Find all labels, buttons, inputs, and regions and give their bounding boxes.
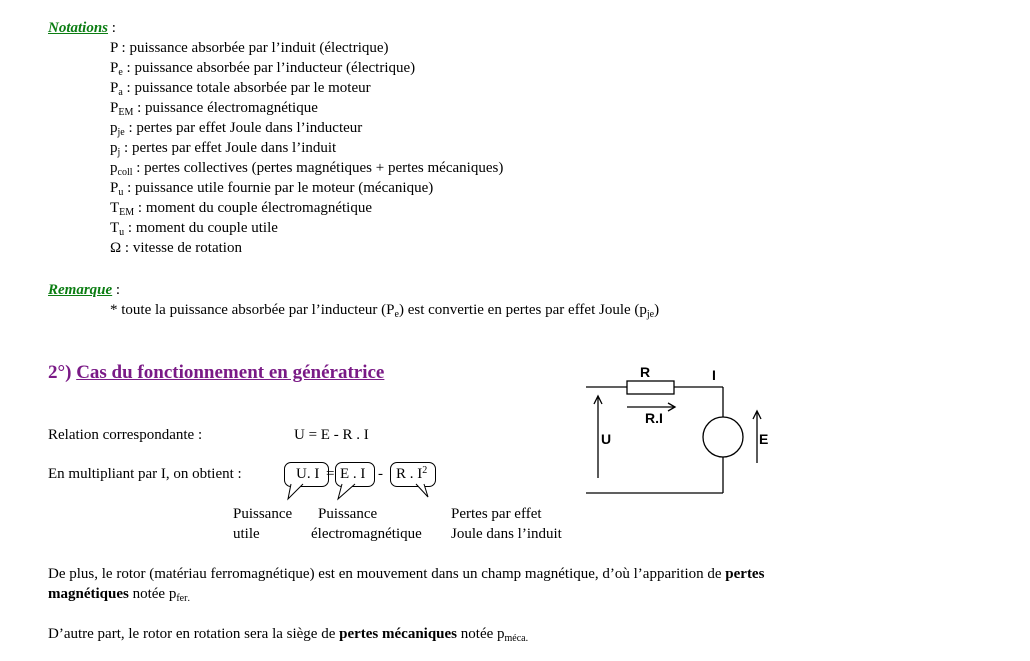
- notation-symbol: T: [110, 220, 120, 236]
- paragraph2-text: D’autre part, le rotor en rotation sera la siège de: [48, 626, 340, 642]
- voltage-label: U: [601, 431, 612, 447]
- notation-subscript: a: [118, 87, 123, 98]
- remarque-colon: :: [112, 282, 121, 298]
- paragraph2-after: notée p: [457, 626, 505, 642]
- notation-description: : pertes par effet Joule dans l’inducteur: [124, 120, 363, 136]
- caption-2-line2: électromagnétique: [311, 526, 422, 542]
- paragraph2: [48, 626, 528, 643]
- notation-symbol: P: [110, 100, 119, 116]
- paragraph1-after: notée p: [128, 586, 177, 602]
- term-minus: -: [378, 466, 383, 482]
- remarque-text-middle: ) est convertie en pertes par effet Joule (p: [398, 302, 647, 318]
- notation-description: : moment du couple utile: [124, 220, 278, 236]
- paragraph1-sub-fer: fer: [176, 593, 188, 604]
- paragraph2-bold: pertes mécaniques: [339, 626, 458, 642]
- paragraph2-end: .: [525, 633, 529, 644]
- resistor-symbol: [627, 381, 674, 394]
- notation-symbol: p: [110, 140, 118, 156]
- notation-symbol: T: [110, 200, 120, 216]
- paragraph1-text: De plus, le rotor (matériau ferromagnétique) est en mouvement dans un champ magnétique, d’où l’apparition de: [48, 566, 726, 582]
- relation-label: Relation correspondante :: [48, 427, 203, 443]
- notation-symbol: P: [110, 60, 119, 76]
- section-number: 2°): [48, 362, 77, 383]
- notation-subscript: EM: [119, 207, 135, 218]
- notation-description: : puissance électromagnétique: [133, 100, 318, 116]
- paragraph1-bold-magnetiques: magnétiques: [48, 586, 129, 602]
- notation-subscript: u: [119, 227, 125, 238]
- notation-description: : moment du couple électromagnétique: [134, 200, 373, 216]
- notation-subscript: je: [117, 127, 125, 138]
- notation-subscript: EM: [118, 107, 134, 118]
- remarque-text-after: ): [654, 302, 660, 318]
- notations-heading: Notations: [48, 20, 109, 36]
- remarque-heading: Remarque: [48, 282, 113, 298]
- notation-description: : puissance totale absorbée par le moteur: [122, 80, 371, 96]
- notation-subscript: coll: [117, 167, 133, 178]
- notation-description: : vitesse de rotation: [121, 240, 242, 256]
- caption-1-line1: Puissance: [233, 506, 293, 522]
- paragraph2-sub-meca: méca: [504, 633, 526, 644]
- notation-symbol: p: [110, 160, 118, 176]
- notation-symbol: P: [110, 40, 118, 56]
- term-ei: E . I: [340, 466, 366, 482]
- notation-description: : pertes par effet Joule dans l’induit: [120, 140, 337, 156]
- source-symbol: [703, 417, 743, 457]
- notation-subscript: e: [118, 67, 123, 78]
- caption-3-line2: Joule dans l’induit: [451, 526, 562, 542]
- paragraph1-line1: [48, 566, 764, 583]
- notation-description: : puissance absorbée par l’inducteur (électrique): [122, 60, 416, 76]
- ri-label: R.I: [645, 410, 663, 426]
- paragraph1-end: .: [187, 593, 190, 604]
- current-label: I: [712, 367, 716, 383]
- paragraph1-line2: [48, 586, 190, 603]
- paragraph1-bold-pertes: pertes: [725, 566, 765, 582]
- notation-symbol: P: [110, 80, 119, 96]
- section-title: Cas du fonctionnement en génératrice: [76, 362, 385, 383]
- term-ui: U. I: [296, 466, 320, 482]
- notation-description: : puissance utile fournie par le moteur (mécanique): [123, 180, 434, 196]
- notation-description: : puissance absorbée par l’induit (électrique): [117, 40, 389, 56]
- notation-symbol: P: [110, 180, 119, 196]
- notation-symbol: p: [110, 120, 118, 136]
- resistor-label: R: [640, 364, 651, 380]
- notation-subscript: u: [118, 187, 124, 198]
- term-equals: =: [326, 466, 335, 482]
- remarque-sub-je: je: [646, 309, 655, 320]
- remarque-sub-e: e: [394, 309, 399, 320]
- caption-1-line2: utile: [233, 526, 260, 542]
- caption-3-line1: Pertes par effet: [451, 506, 542, 522]
- notations-colon: :: [108, 20, 116, 36]
- remarque-text-before: * toute la puissance absorbée par l’inducteur (P: [110, 302, 395, 318]
- notation-subscript: j: [117, 147, 121, 158]
- term-exponent: 2: [422, 465, 428, 476]
- caption-2-line1: Puissance: [318, 506, 378, 522]
- term-ri: R . I: [396, 466, 423, 482]
- relation-equation: U = E - R . I: [294, 427, 369, 443]
- emf-label: E: [759, 431, 769, 447]
- multiply-label: En multipliant par I, on obtient :: [48, 466, 242, 482]
- notation-symbol: Ω: [110, 240, 122, 256]
- notation-description: : pertes collectives (pertes magnétiques + pertes mécaniques): [132, 160, 504, 176]
